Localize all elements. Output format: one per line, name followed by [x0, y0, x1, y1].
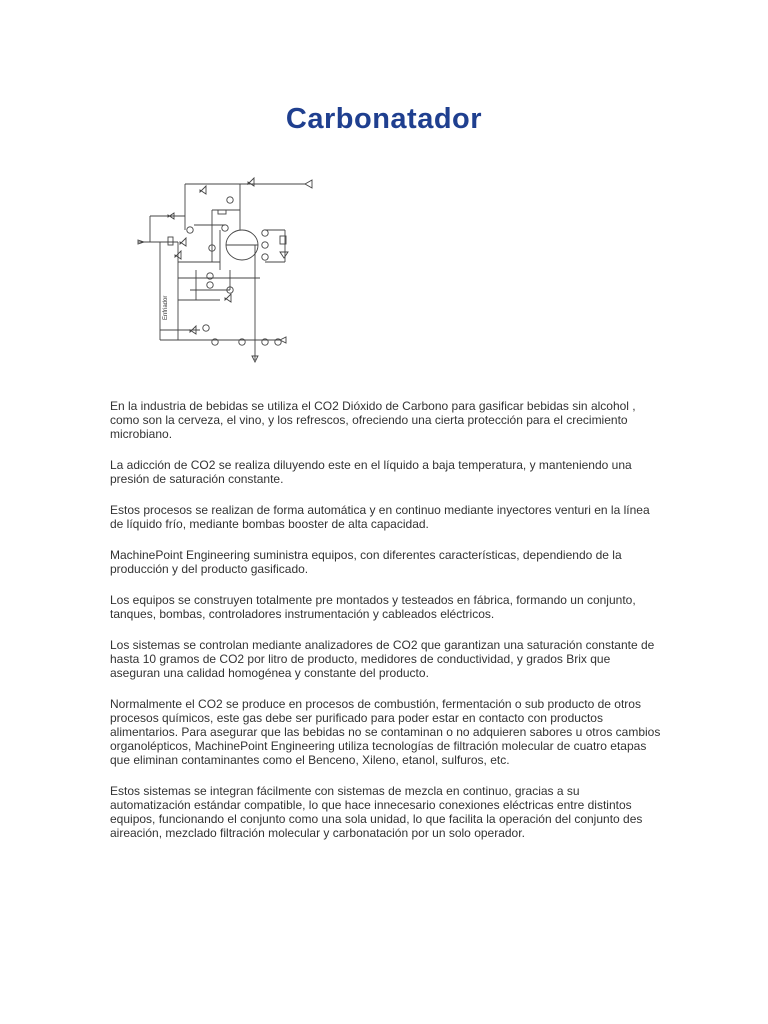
diagram-label-enfriador: Enfriador: [163, 295, 169, 320]
paragraph: En la industria de bebidas se utiliza el CO2 Dióxido de Carbono para gasificar bebidas sin alcohol , como son la cerveza, el vino, y los refrescos, ofreciendo una cierta protección para el crecimiento microbiano.: [110, 399, 636, 441]
process-schematic-svg: [130, 170, 330, 370]
paragraph: Estos procesos se realizan de forma automática y en continuo mediante inyectores venturi en la línea de líquido frío, mediante bombas booster de alta capacidad.: [110, 503, 650, 531]
paragraph: La adicción de CO2 se realiza diluyendo este en el líquido a baja temperatura, y manteniendo una presión de saturación constante.: [110, 458, 632, 486]
paragraph: Los sistemas se controlan mediante analizadores de CO2 que garantizan una saturación constante de hasta 10 gramos de CO2 por litro de producto, medidores de conductividad, y grados Brix que aseguran una calidad homogénea y constante del producto.: [110, 638, 655, 680]
paragraph: MachinePoint Engineering suministra equipos, con diferentes características, dependiendo de la producción y del producto gasificado.: [110, 548, 622, 576]
paragraph: Los equipos se construyen totalmente pre montados y testeados en fábrica, formando un conjunto, tanques, bombas, controladores instrumentación y cableados eléctricos.: [110, 593, 636, 621]
page-title: Carbonatador: [285, 103, 483, 136]
document-body: [110, 399, 662, 857]
paragraph: Normalmente el CO2 se produce en procesos de combustión, fermentación o sub producto de otros procesos químicos, este gas debe ser purificado para poder estar en contacto con productos alimentarios. Para asegurar que las bebidas no se contaminan o no adquieren sabores u otros cambios organolépticos, MachinePoint Engineering utiliza tecnologías de filtración molecular de cuatro etapas que eliminan contaminantes como el Benceno, Xileno, etanol, sulfuros, etc.: [110, 697, 661, 767]
carbonator-process-diagram: [130, 170, 330, 370]
paragraph: Estos sistemas se integran fácilmente con sistemas de mezcla en continuo, gracias a su automatización estándar compatible, lo que hace innecesario conexiones eléctricas entre distintos equipos, funcionando el conjunto como una sola unidad, lo que facilita la operación del conjunto des aireación, mezclado filtración molecular y carbonatación por un solo operador.: [110, 784, 643, 840]
